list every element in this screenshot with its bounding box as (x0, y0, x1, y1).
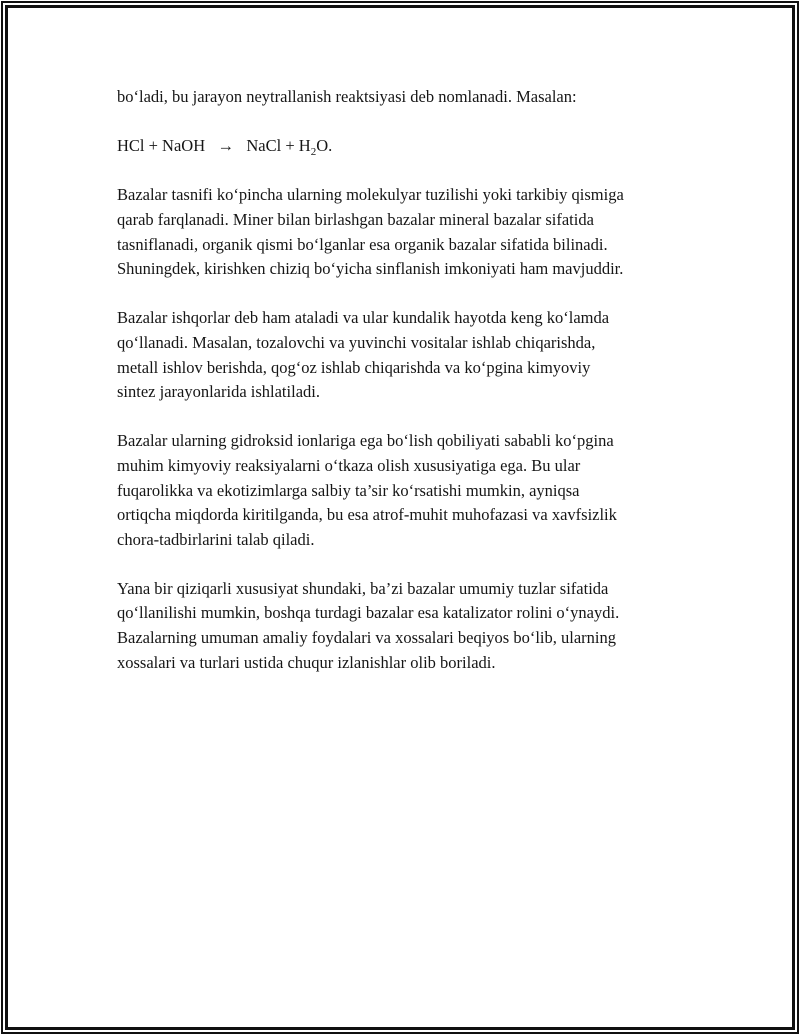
chemical-equation (117, 134, 717, 159)
paragraph (117, 183, 717, 281)
text-line: qo‘llanadi. Masalan, tozalovchi va yuvinchi vositalar ishlab chiqarishda, (117, 332, 596, 352)
document-content (117, 85, 717, 700)
text-line: xossalari va turlari ustida chuqur izlanishlar olib boriladi. (117, 652, 496, 672)
paragraph (117, 577, 717, 675)
text-line: tasniflanadi, organik qismi bo‘lganlar esa organik bazalar sifatida bilinadi. (117, 234, 608, 254)
paragraph (117, 429, 717, 552)
text-line: Bazalar ularning gidroksid ionlariga ega bo‘lish qobiliyati sababli ko‘pgina (117, 431, 614, 451)
text-line: bo‘ladi, bu jarayon neytrallanish reaktsiyasi deb nomlanadi. Masalan: (117, 87, 577, 106)
text-line: sintez jarayonlarida ishlatiladi. (117, 382, 320, 402)
formula-prefix: HCl + NaOH → NaCl + H (117, 136, 311, 156)
text-line: qo‘llanilishi mumkin, boshqa turdagi bazalar esa katalizator rolini o‘ynaydi. (117, 603, 620, 623)
formula-suffix: O. (316, 136, 333, 156)
paragraph (117, 85, 717, 110)
formula-line (117, 134, 717, 159)
text-line: Bazalar ishqorlar deb ham ataladi va ular kundalik hayotda keng ko‘lamda (117, 308, 610, 328)
paragraph (117, 306, 717, 404)
text-line: ortiqcha miqdorda kiritilganda, bu esa atrof-muhit muhofazasi va xavfsizlik (117, 505, 617, 525)
text-line: Yana bir qiziqarli xususiyat shundaki, ba’zi bazalar umumiy tuzlar sifatida (117, 578, 609, 598)
text-line: Bazalar tasnifi ko‘pincha ularning molekulyar tuzilishi yoki tarkibiy qismiga (117, 185, 624, 205)
text-line: Bazalarning umuman amaliy foydalari va xossalari beqiyos bo‘lib, ularning (117, 628, 616, 648)
formula-subscript: 2 (310, 146, 317, 159)
text-line: chora-tadbirlarini talab qiladi. (117, 529, 315, 549)
text-line: Shuningdek, kirishken chiziq bo‘yicha sinflanish imkoniyati ham mavjuddir. (117, 259, 624, 279)
text-line: muhim kimyoviy reaksiyalarni o‘tkaza olish xususiyatiga ega. Bu ular (117, 455, 581, 475)
text-line: qarab farqlanadi. Miner bilan birlashgan bazalar mineral bazalar sifatida (117, 209, 594, 229)
text-line: fuqarolikka va ekotizimlarga salbiy ta’sir ko‘rsatishi mumkin, ayniqsa (117, 480, 580, 500)
text-line: metall ishlov berishda, qog‘oz ishlab chiqarishda va ko‘pgina kimyoviy (117, 357, 591, 377)
